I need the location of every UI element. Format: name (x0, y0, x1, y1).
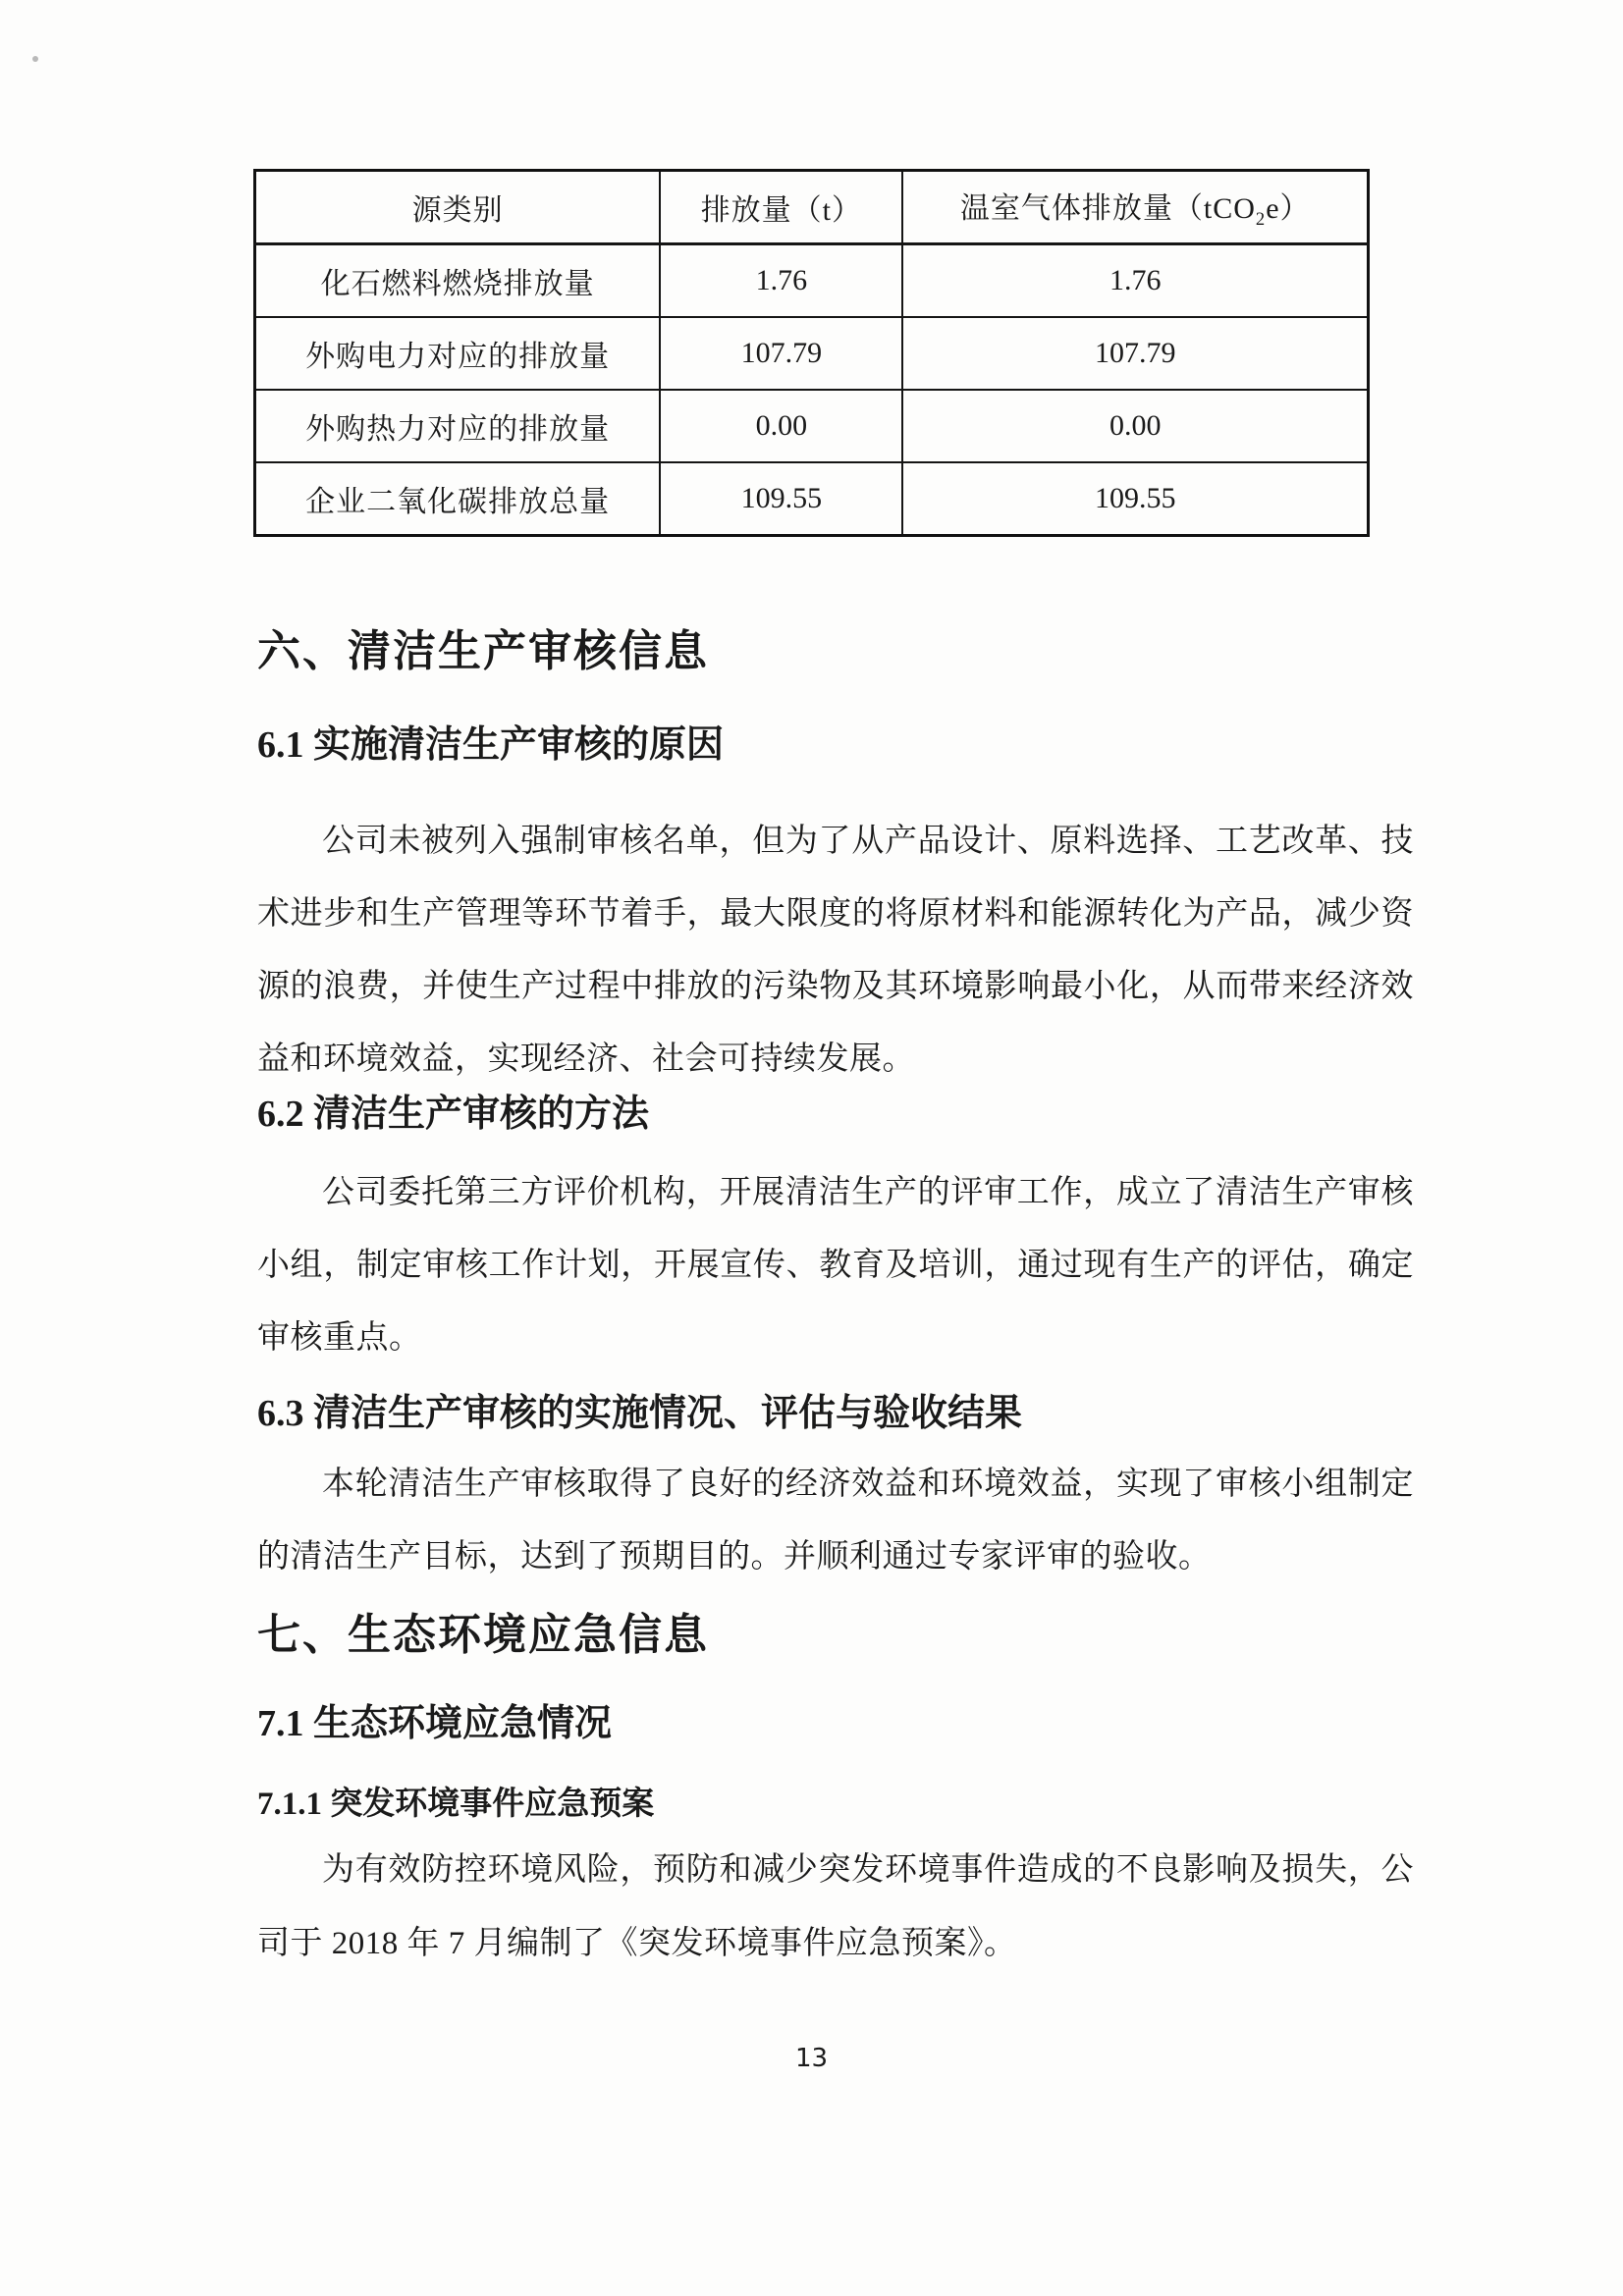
section-6-heading: 六、清洁生产审核信息 (257, 627, 709, 675)
section-6-3-paragraph: 本轮清洁生产审核取得了良好的经济效益和环境效益，实现了审核小组制定的清洁生产目标，达到了预期目的。并顺利通过专家评审的验收。 (257, 1467, 1414, 1575)
page-number: 13 (794, 2044, 829, 2073)
row-label: 化石燃料燃烧排放量 (255, 244, 661, 318)
section-6-1-heading: 6.1 实施清洁生产审核的原因 (257, 724, 725, 766)
table-row (255, 390, 1369, 462)
section-7-1-1-paragraph: 为有效防控环境风险，预防和减少突发环境事件造成的不良影响及损失，公司于 2018 年 7 月编制了《突发环境事件应急预案》。 (257, 1852, 1414, 1961)
row-label: 外购电力对应的排放量 (255, 317, 661, 390)
section-7-heading: 七、生态环境应急信息 (257, 1611, 709, 1659)
section-6-2-heading: 6.2 清洁生产审核的方法 (257, 1094, 650, 1135)
table-row (255, 244, 1369, 318)
emission-value: 109.55 (660, 462, 902, 536)
emission-value: 1.76 (660, 244, 902, 318)
section-6-2-paragraph: 公司委托第三方评价机构，开展清洁生产的评审工作，成立了清洁生产审核小组，制定审核工作计划，开展宣传、教育及培训，通过现有生产的评估，确定审核重点。 (257, 1175, 1414, 1356)
col-header-source-type: 源类别 (255, 171, 661, 244)
scan-artifact-dot (32, 56, 38, 62)
table-header-row (255, 171, 1369, 244)
emissions-table (253, 169, 1370, 537)
section-7-1-1-heading: 7.1.1 突发环境事件应急预案 (257, 1787, 655, 1822)
ghg-value: 109.55 (902, 462, 1368, 536)
ghg-value: 1.76 (902, 244, 1368, 318)
emission-value: 0.00 (660, 390, 902, 462)
ghg-value: 0.00 (902, 390, 1368, 462)
emission-value: 107.79 (660, 317, 902, 390)
row-label: 外购热力对应的排放量 (255, 390, 661, 462)
section-7-1-heading: 7.1 生态环境应急情况 (257, 1703, 613, 1744)
table-row (255, 317, 1369, 390)
col-header-ghg-emission: 温室气体排放量（tCO$_2$e） (902, 171, 1368, 244)
table-row (255, 462, 1369, 536)
ghg-value: 107.79 (902, 317, 1368, 390)
section-6-1-paragraph: 公司未被列入强制审核名单，但为了从产品设计、原料选择、工艺改革、技术进步和生产管理等环节着手，最大限度的将原材料和能源转化为产品，减少资源的浪费，并使生产过程中排放的污染物及其环境影响最小化，从而带来经济效益和环境效益，实现经济、社会可持续发展。 (257, 824, 1414, 1077)
row-label: 企业二氧化碳排放总量 (255, 462, 661, 536)
section-6-3-heading: 6.3 清洁生产审核的实施情况、评估与验收结果 (257, 1393, 1023, 1434)
col-header-emission-amount: 排放量（t） (660, 171, 902, 244)
